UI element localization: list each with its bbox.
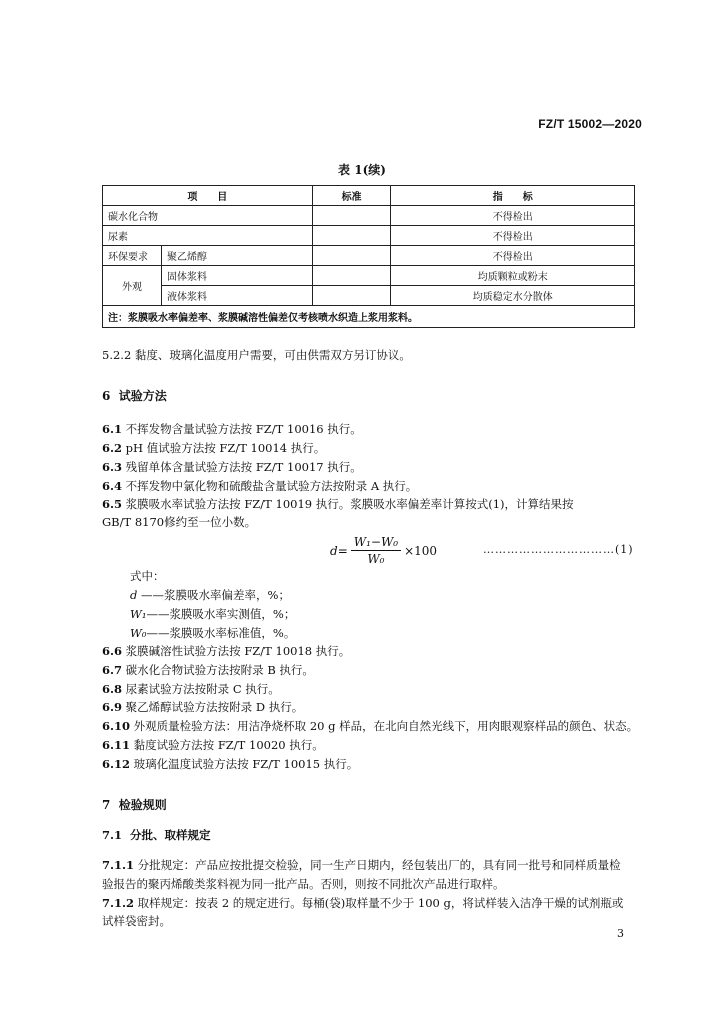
spec-table [102, 185, 635, 328]
page-number: 3 [617, 927, 624, 940]
formula-fraction [351, 535, 401, 566]
clause-number: 5.2.2 [102, 348, 132, 362]
clause-text: 浆膜碱溶性试验方法按 FZ/T 10018 执行。 [125, 644, 351, 658]
clause-number: 6.2 [102, 441, 123, 455]
column-header-indicator: 指 标 [391, 186, 635, 206]
clause-number: 6.8 [102, 682, 123, 696]
table-caption: 表 1(续) [338, 163, 386, 177]
where-label: 式中： [130, 569, 165, 583]
table-row [103, 246, 635, 266]
row-group: 环保要求 [103, 246, 162, 266]
clause-6-9 [102, 699, 303, 716]
clause-number: 7.1.2 [102, 896, 135, 910]
clause-6-6 [102, 643, 350, 660]
clause-text: 黏度试验方法按 FZ/T 10020 执行。 [133, 738, 324, 752]
row-standard [312, 226, 391, 246]
clause-7-1-1-continued: 验报告的聚丙烯酸类浆料视为同一批产品。否则，则按不同批次产品进行取样。 [102, 877, 505, 891]
row-value: 不得检出 [391, 206, 635, 226]
section-title: 分批、取样规定 [130, 828, 211, 842]
clause-6-4 [102, 478, 417, 495]
table-row [103, 286, 635, 306]
formula-1 [330, 535, 437, 566]
clause-number: 6.7 [102, 663, 123, 677]
definition-w0 [130, 625, 295, 642]
clause-number: 6.6 [102, 644, 123, 658]
column-header-item: 项 目 [103, 186, 313, 206]
definition-symbol: W₀ [130, 626, 147, 640]
clause-number: 6.11 [102, 738, 131, 752]
formula-lhs: d [330, 543, 338, 558]
clause-number: 6.12 [102, 757, 131, 771]
row-value: 均质颗粒或粉末 [391, 266, 635, 286]
clause-text: 聚乙烯醇试验方法按附录 D 执行。 [125, 700, 304, 714]
section-number: 7 [102, 798, 111, 812]
clause-7-1-1 [102, 857, 621, 874]
row-item: 碳水化合物 [103, 206, 313, 226]
formula-multiplier: ×100 [404, 543, 438, 558]
row-item: 固体浆料 [161, 266, 312, 286]
definition-text: ——浆膜吸水率实测值，%； [146, 607, 296, 621]
clause-7-1-2-continued: 试样袋密封。 [102, 914, 171, 928]
definition-text: ——浆膜吸水率偏差率，%； [137, 588, 290, 602]
clause-text: 不挥发物含量试验方法按 FZ/T 10016 执行。 [125, 422, 362, 436]
clause-text: 碳水化合物试验方法按附录 B 执行。 [125, 663, 314, 677]
row-standard [312, 266, 391, 286]
definition-d [130, 587, 290, 604]
standard-code: FZ/T 15002—2020 [538, 117, 642, 131]
column-header-standard: 标准 [312, 186, 391, 206]
section-title: 检验规则 [118, 798, 167, 812]
section-7-heading [102, 796, 167, 813]
clause-6-10 [102, 718, 638, 735]
clause-6-1 [102, 421, 362, 438]
clause-6-8 [102, 681, 280, 698]
row-value: 均质稳定水分散体 [391, 286, 635, 306]
section-number: 7.1 [102, 828, 123, 842]
row-value: 不得检出 [391, 246, 635, 266]
formula-number: ……………………………(1) [483, 543, 634, 556]
clause-6-2 [102, 440, 325, 457]
clause-text: 外观质量检验方法：用洁净烧杯取 20 g 样品，在北向自然光线下，用肉眼观察样品的颜色、状态。 [133, 719, 639, 733]
table-row [103, 266, 635, 286]
paragraph-5-2-2 [102, 347, 411, 364]
row-standard [312, 206, 391, 226]
clause-text: 不挥发物中氯化物和硫酸盐含量试验方法按附录 A 执行。 [125, 479, 418, 493]
table-note: 注：浆膜吸水率偏差率、浆膜碱溶性偏差仅考核喷水织造上浆用浆料。 [103, 306, 635, 328]
clause-6-7 [102, 662, 314, 679]
clause-number: 6.9 [102, 700, 123, 714]
table-row [103, 206, 635, 226]
clause-6-5 [102, 496, 574, 513]
row-item: 尿素 [103, 226, 313, 246]
clause-text: 浆膜吸水率试验方法按 FZ/T 10019 执行。浆膜吸水率偏差率计算按式(1)，计算结果按 [125, 497, 574, 511]
clause-number: 6.10 [102, 719, 131, 733]
clause-text: 分批规定：产品应按批提交检验，同一生产日期内，经包装出厂的，具有同一批号和同样质量检 [137, 858, 621, 872]
table-note-row [103, 306, 635, 328]
formula-numerator: W₁−W₀ [351, 535, 401, 551]
row-standard [312, 246, 391, 266]
clause-6-3 [102, 459, 362, 476]
clause-text: pH 值试验方法按 FZ/T 10014 执行。 [125, 441, 326, 455]
definition-symbol: W₁ [130, 607, 147, 621]
clause-text: 尿素试验方法按附录 C 执行。 [125, 682, 280, 696]
clause-number: 6.1 [102, 422, 123, 436]
definition-w1 [130, 606, 295, 623]
section-number: 6 [102, 389, 111, 403]
row-value: 不得检出 [391, 226, 635, 246]
clause-number: 6.5 [102, 497, 123, 511]
clause-text: 残留单体含量试验方法按 FZ/T 10017 执行。 [125, 460, 362, 474]
section-7-1-heading [102, 827, 211, 843]
row-item: 聚乙烯醇 [161, 246, 312, 266]
clause-text: 玻璃化温度试验方法按 FZ/T 10015 执行。 [133, 757, 359, 771]
clause-6-5-continued: GB/T 8170修约至一位小数。 [102, 515, 257, 529]
table-row [103, 226, 635, 246]
clause-6-12 [102, 756, 358, 773]
clause-number: 7.1.1 [102, 858, 135, 872]
clause-number: 6.4 [102, 479, 123, 493]
clause-7-1-2 [102, 895, 623, 912]
definition-text: ——浆膜吸水率标准值，%。 [146, 626, 296, 640]
table-header-row [103, 186, 635, 206]
clause-number: 6.3 [102, 460, 123, 474]
clause-text: 取样规定：按表 2 的规定进行。每桶(袋)取样量不少于 100 g，将试样装入洁净干燥的试剂瓶或 [137, 896, 624, 910]
clause-text: 黏度、玻璃化温度用户需要，可由供需双方另订协议。 [134, 348, 411, 362]
row-item: 液体浆料 [161, 286, 312, 306]
definition-symbol: d [130, 588, 138, 602]
clause-6-11 [102, 737, 324, 754]
row-group: 外观 [103, 266, 162, 306]
formula-denominator: W₀ [367, 552, 385, 566]
section-title: 试验方法 [118, 389, 167, 403]
formula-equals: = [337, 543, 348, 558]
row-standard [312, 286, 391, 306]
section-6-heading [102, 387, 167, 404]
